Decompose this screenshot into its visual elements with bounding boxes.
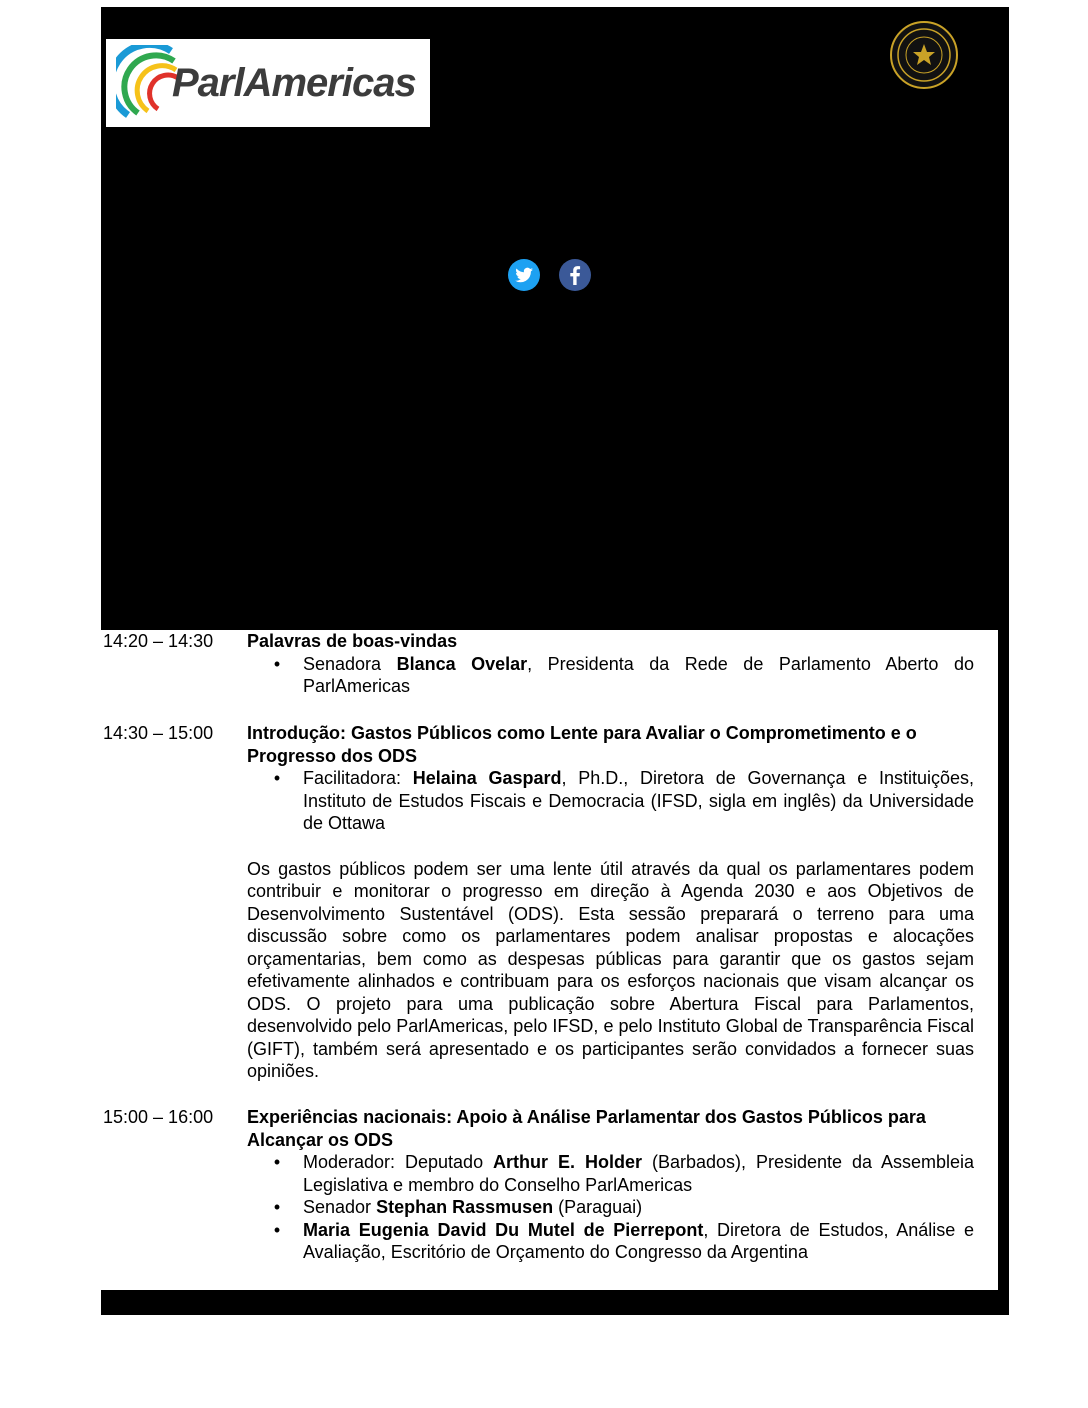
bullet-icon: •: [273, 1197, 281, 1217]
bullet-icon: •: [273, 1152, 281, 1172]
speaker-text: Moderador: Deputado: [303, 1152, 494, 1172]
session-description: Os gastos públicos podem ser uma lente útil através da qual os parlamentares podem contribuir e monitorar o progresso em direção à Agenda 2030 e aos Objetivos de Desenvolvimento Sustentável (ODS). Esta sessão preparará o terreno para uma discussão sobre como os parlamentares podem analisar propostas e alocações orçamentarias, bem como as despesas públicas para garantir que os gastos sejam efetivamente alinhados e contribuam para os esforços nacionais que visam alcançar os ODS. O projeto para uma publicação sobre Abertura Fiscal para Parlamentos, desenvolvido pelo ParlAmericas, pelo IFSD, e pelo Instituto Global de Transparência Fiscal (GIFT), também será apresentado e os participantes serão convidados a fornecer suas opiniões.: [247, 858, 974, 1081]
logo-wordmark: ParlAmericas: [172, 61, 416, 105]
speaker-text: Senador: [303, 1197, 377, 1217]
speaker-item: [247, 1151, 974, 1196]
agenda-session: [247, 1106, 974, 1264]
speaker-text: Facilitadora:: [303, 768, 413, 788]
agenda-time: 15:00 – 16:00: [103, 1107, 214, 1127]
speaker-text: , Diretora de Estudos, Análise e Avaliação, Escritório de Orçamento do Congresso da Argentina: [303, 1219, 975, 1262]
agenda-content: [101, 630, 998, 1290]
session-title: Experiências nacionais: Apoio à Análise Parlamentar dos Gastos Públicos para Alcançar os ODS: [247, 1107, 926, 1150]
speaker-text: (Barbados), Presidente da Assembleia Legislativa e membro do Conselho ParlAmericas: [303, 1152, 974, 1195]
speaker-name: Helaina Gaspard: [412, 768, 562, 788]
bullet-icon: •: [273, 1219, 281, 1240]
agenda-session: [247, 722, 974, 1083]
bullet-icon: •: [273, 653, 281, 674]
session-title: Introdução: Gastos Públicos como Lente para Avaliar o Comprometimento e o Progresso dos ODS: [247, 723, 917, 766]
speaker-list: [247, 767, 974, 835]
speaker-list: [247, 1151, 974, 1264]
speaker-name: Maria Eugenia David Du Mutel de Pierrepont: [303, 1219, 704, 1240]
speaker-text: Senadora: [303, 653, 397, 674]
speaker-list: [247, 653, 974, 698]
parlamericas-logo: [106, 39, 430, 127]
speaker-text: , Presidenta da Rede de Parlamento Aberto do ParlAmericas: [303, 653, 974, 696]
speaker-text: , Ph.D., Diretora de Governança e Instituições, Instituto de Estudos Fiscais e Democracia (IFSD, sigla em inglês) da Universidade de Ottawa: [303, 768, 975, 833]
agenda-session: [247, 630, 974, 698]
facebook-icon[interactable]: [558, 258, 592, 292]
speaker-name: Blanca Ovelar: [396, 653, 528, 674]
agenda-time: 14:30 – 15:00: [103, 723, 214, 743]
speaker-item: [247, 1219, 974, 1264]
senate-seal-icon: [889, 20, 959, 90]
speaker-item: [247, 653, 974, 698]
speaker-name: Stephan Rassmusen: [376, 1197, 554, 1217]
speaker-item: [247, 1196, 974, 1219]
bullet-icon: •: [273, 768, 281, 788]
speaker-text: (Paraguai): [553, 1197, 643, 1217]
agenda-time: 14:20 – 14:30: [103, 631, 214, 651]
twitter-icon[interactable]: [507, 258, 541, 292]
speaker-name: Arthur E. Holder: [493, 1152, 642, 1172]
speaker-item: [247, 767, 974, 835]
session-title: Palavras de boas-vindas: [247, 631, 458, 651]
